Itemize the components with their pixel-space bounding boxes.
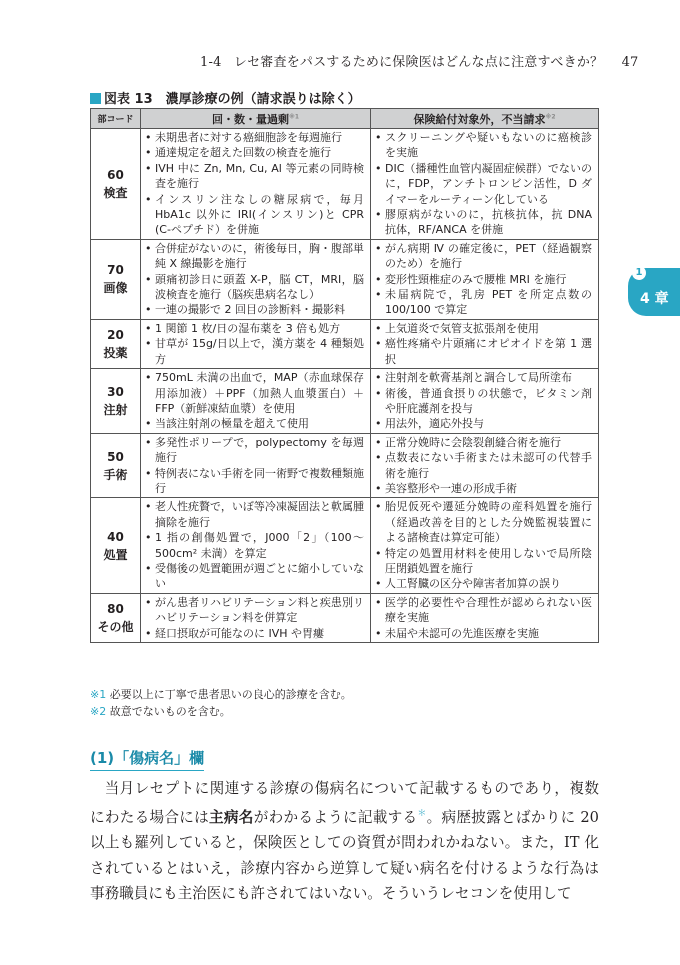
- paragraph-text-2: がわかるように記載する: [253, 808, 418, 826]
- table-notes: [90, 686, 352, 720]
- header-col2: [371, 109, 599, 129]
- list-item: • 未期患者に対する癌細胞診を毎週施行: [145, 130, 364, 145]
- list-item: • 受傷後の処置範囲が週ごとに縮小していない: [145, 561, 364, 592]
- list-item: • 1 関節 1 枚/日の湿布薬を 3 倍も処方: [145, 321, 364, 336]
- list-item: • がん患者リハビリテーション料と疾患別リハビリテーション料を併算定: [145, 595, 364, 626]
- paragraph-footnote-mark: ＊: [417, 808, 427, 819]
- row-col2-cell: [371, 433, 599, 498]
- list-item: • 750mL 未満の出血で，MAP（赤血球保存用添加液）＋PPF（加熱人血漿蛋白）＋FFP（新鮮凍結血漿）を使用: [145, 370, 364, 416]
- table-row: [91, 239, 599, 319]
- row-code-number: 70: [107, 263, 124, 278]
- row-col2-cell: [371, 239, 599, 319]
- header-code: 部コード: [91, 109, 141, 129]
- list-item: • スクリーニングや疑いもないのに癌検診を実施: [375, 130, 592, 161]
- row-code-number: 30: [107, 384, 124, 399]
- table-row: [91, 129, 599, 240]
- bullet-list: [145, 499, 364, 591]
- row-col1-cell: [141, 369, 371, 434]
- list-item: • 通達規定を超えた回数の検査を施行: [145, 145, 364, 160]
- row-code: [91, 129, 141, 240]
- list-item: • 当該注射剤の極量を超えて使用: [145, 416, 364, 431]
- list-item: • 未届病院で，乳房 PET を所定点数の 100/100 で算定: [375, 287, 592, 318]
- list-item: • 特例表にない手術を同一術野で複数種類施行: [145, 466, 364, 497]
- list-item: • 胎児仮死や遷延分娩時の産科処置を施行（経過改善を目的とした分娩監視装置による諸検査は算定可能）: [375, 499, 592, 545]
- chapter-tab-label: 4 章: [640, 291, 669, 307]
- list-item: • 一連の撮影で 2 回目の診断料・撮影料: [145, 302, 364, 317]
- bullet-list: [145, 241, 364, 318]
- row-col1-cell: [141, 239, 371, 319]
- note-1-mark: ※1: [90, 688, 107, 701]
- list-item: • インスリン注なしの糖尿病で，毎月 HbA1c 以外に IRI(インスリン)と CPR (C-ペプチド）を併施: [145, 192, 364, 238]
- list-item: • 変形性頸椎症のみで腰椎 MRI を施行: [375, 272, 592, 287]
- row-col2-cell: [371, 369, 599, 434]
- list-item: • 医学的必要性や合理性が認められない医療を実施: [375, 595, 592, 626]
- list-item: • 特定の処置用材料を使用しないで局所陰圧閉鎖処置を施行: [375, 546, 592, 577]
- bullet-list: [375, 595, 592, 641]
- list-item: • 未届や未認可の先進医療を実施: [375, 626, 592, 641]
- list-item: • がん病期 Ⅳ の確定後に，PET（経過観察のため）を施行: [375, 241, 592, 272]
- row-col2-cell: [371, 319, 599, 368]
- list-item: • 注射剤を軟膏基剤と調合して局所塗布: [375, 370, 592, 385]
- row-code-number: 60: [107, 167, 124, 182]
- row-code-number: 20: [107, 327, 124, 342]
- row-col2-cell: [371, 129, 599, 240]
- row-code-name: 手術: [103, 467, 128, 482]
- bullet-list: [145, 130, 364, 238]
- page-number: 47: [621, 55, 639, 70]
- list-item: • 正常分娩時に会陰裂創縫合術を施行: [375, 435, 592, 450]
- list-item: • 美容整形や一連の形成手術: [375, 481, 592, 496]
- list-item: • 甘草が 15g/日以上で，漢方薬を 4 種類処方: [145, 336, 364, 367]
- bullet-list: [375, 321, 592, 367]
- list-item: • 1 指の創傷処置で，J000「2」（100～500cm² 未満）を算定: [145, 530, 364, 561]
- bullet-list: [145, 435, 364, 497]
- table-row: [91, 498, 599, 593]
- bullet-list: [375, 130, 592, 238]
- row-code-number: 80: [107, 601, 124, 616]
- list-item: • 癌性疼痛や片頭痛にオピオイドを第 1 選択: [375, 336, 592, 367]
- note-1-text: 必要以上に丁寧で患者思いの良心的診療を含む。: [109, 688, 352, 701]
- list-item: • 膠原病がないのに，抗核抗体，抗 DNA 抗体，RF/ANCA を併施: [375, 207, 592, 238]
- row-code-name: 検査: [103, 185, 128, 200]
- row-code-name: その他: [97, 619, 134, 634]
- dense-treatment-table: [90, 108, 599, 643]
- section-heading: (1)「傷病名」欄: [90, 747, 204, 771]
- row-code-number: 50: [107, 449, 124, 464]
- paragraph: [90, 776, 599, 907]
- bullet-list: [375, 499, 592, 591]
- list-item: • 頭痛初診日に頭蓋 X-P，脳 CT，MRI，脳波検査を施行（脳疾患病名なし）: [145, 272, 364, 303]
- list-item: • 合併症がないのに，術後毎日，胸・腹部単純 X 線撮影を施行: [145, 241, 364, 272]
- note-1: [90, 686, 352, 703]
- list-item: • 多発性ポリープで，polypectomy を毎週施行: [145, 435, 364, 466]
- row-col1-cell: [141, 593, 371, 642]
- row-code: [91, 239, 141, 319]
- bullet-list: [145, 321, 364, 367]
- list-item: • 人工腎臓の区分や障害者加算の誤り: [375, 576, 592, 591]
- row-code-name: 注射: [103, 402, 128, 417]
- bullet-list: [375, 370, 592, 432]
- row-code-name: 画像: [103, 281, 128, 296]
- paragraph-bold-term: 主病名: [209, 808, 254, 826]
- row-col1-cell: [141, 129, 371, 240]
- header-col2-label: 保険給付対象外，不当請求: [413, 112, 546, 126]
- note-2-mark: ※2: [90, 705, 107, 718]
- running-header: [200, 51, 639, 70]
- list-item: • 経口摂取が可能なのに IVH や胃瘻: [145, 626, 364, 641]
- list-item: • IVH 中に Zn, Mn, Cu, Al 等元素の同時検査を施行: [145, 161, 364, 192]
- row-code-name: 投薬: [103, 345, 128, 360]
- row-col1-cell: [141, 498, 371, 593]
- note-2: [90, 703, 352, 720]
- row-code: [91, 593, 141, 642]
- row-code: [91, 369, 141, 434]
- paragraph-text-1: 当月レセプトに関連する診療の傷病名について記載するものであり，複数にわたる場合には: [90, 780, 599, 826]
- row-col2-cell: [371, 593, 599, 642]
- list-item: • 点数表にない手術または未認可の代替手術を施行: [375, 450, 592, 481]
- header-col1-label: 回・数・量過剰: [211, 112, 289, 126]
- bullet-list: [145, 595, 364, 641]
- row-col1-cell: [141, 433, 371, 498]
- list-item: • 用法外，適応外投与: [375, 416, 592, 431]
- body-paragraph: [90, 776, 599, 907]
- row-code-name: 処置: [103, 547, 128, 562]
- table-row: [91, 369, 599, 434]
- table-row: [91, 593, 599, 642]
- figure-title-text: 図表 13 濃厚診療の例（請求誤りは除く）: [104, 92, 361, 107]
- row-code-number: 40: [107, 529, 124, 544]
- header-section-number: 1-4: [200, 55, 222, 70]
- chapter-tab-number: 1: [632, 266, 646, 280]
- table-row: [91, 319, 599, 368]
- header-title: レセ審査をパスするために保険医はどんな点に注意すべきか？: [233, 55, 604, 70]
- list-item: • 老人性疣贅で，いぼ等冷凍凝固法と軟属腫摘除を施行: [145, 499, 364, 530]
- list-item: • 上気道炎で気管支拡張剤を使用: [375, 321, 592, 336]
- header-col1: [141, 109, 371, 129]
- row-col2-cell: [371, 498, 599, 593]
- bullet-list: [145, 370, 364, 432]
- square-bullet-icon: [90, 93, 101, 104]
- row-code: [91, 433, 141, 498]
- note-2-text: 故意でないものを含む。: [109, 705, 231, 718]
- header-col1-note: ※1: [288, 112, 299, 120]
- figure-title: [90, 88, 361, 107]
- paragraph-text-3: 。病歴披露とばかりに 20 以上も羅列していると，保険医としての資質が問われかねない。また，IT 化されているとはいえ，診療内容から逆算して疑い病名を付けるような行為は事務職員にも主治医にも許されてはいない。そういうレセコンを使用して: [90, 808, 599, 903]
- list-item: • DIC（播種性血管内凝固症候群）でないのに，FDP，アンチトロンビン活性，D ダイマーをルーティーン化している: [375, 161, 592, 207]
- row-code: [91, 319, 141, 368]
- list-item: • 術後，普通食摂りの状態で，ビタミン剤や肝庇護剤を投与: [375, 386, 592, 417]
- row-col1-cell: [141, 319, 371, 368]
- bullet-list: [375, 241, 592, 318]
- table-header-row: [91, 109, 599, 129]
- row-code: [91, 498, 141, 593]
- table-row: [91, 433, 599, 498]
- header-col2-note: ※2: [545, 112, 556, 120]
- bullet-list: [375, 435, 592, 497]
